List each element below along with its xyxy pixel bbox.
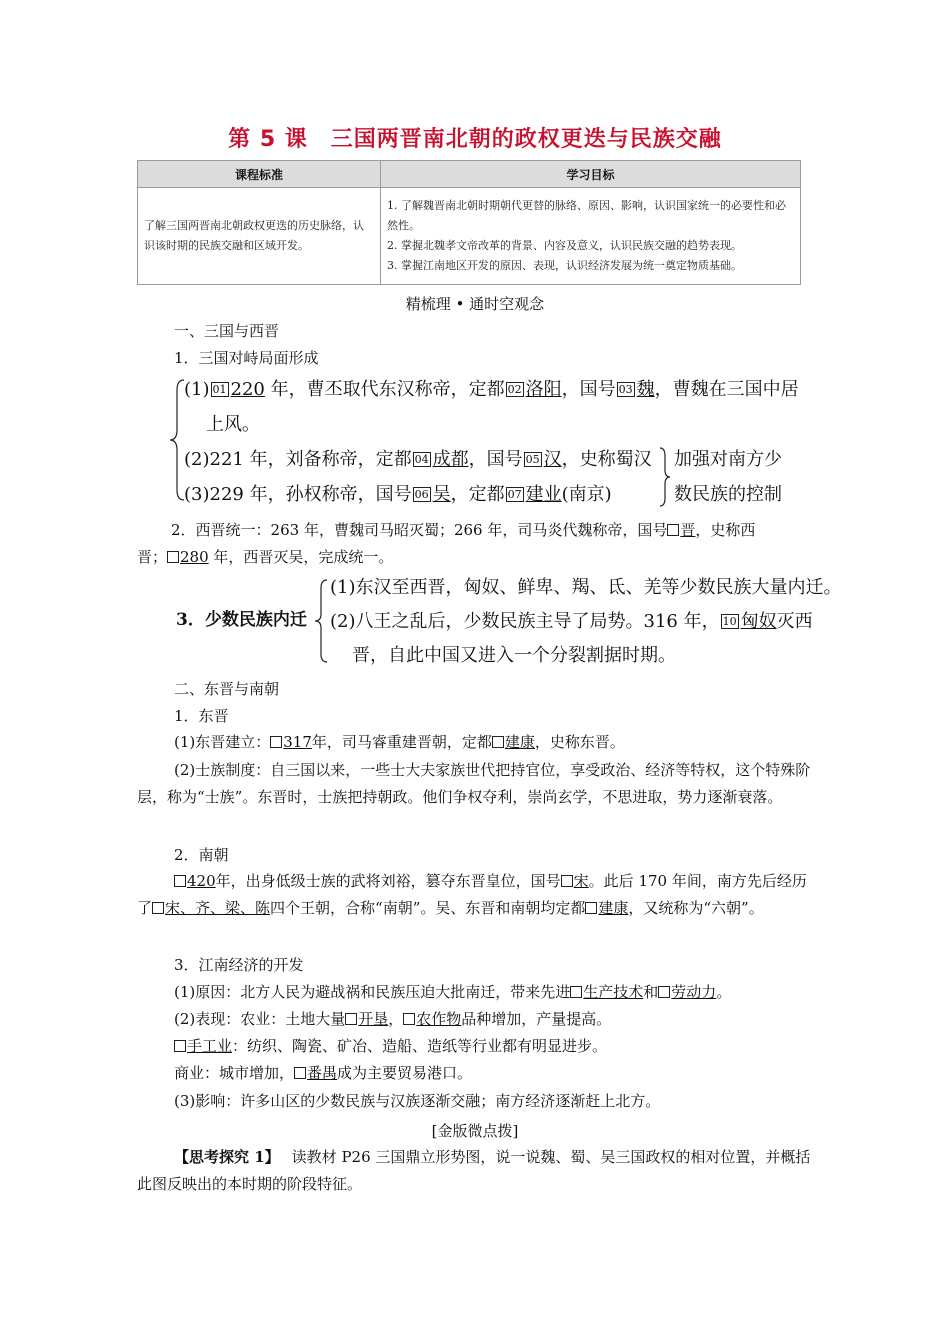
blank-number: 04	[414, 453, 429, 466]
part2-sub3: 3．江南经济的开发	[174, 956, 304, 974]
blank-number: 03	[618, 383, 633, 396]
economy-cause: (1)原因：北方人民为避战祸和民族压迫大批南迁，带来先进 生产技术和 劳动力。	[174, 983, 732, 1001]
migration-label: 3．少数民族内迁	[176, 610, 307, 630]
goal-item: 1. 了解魏晋南北朝时期朝代更替的脉络、原因、影响，认识国家统一的必要性和必然性。	[387, 199, 786, 232]
blank-box	[294, 1067, 306, 1079]
blank-number: 02	[507, 383, 522, 396]
blank-number: 05	[525, 453, 540, 466]
south-note-1: 加强对南方少	[674, 449, 782, 470]
section-header: 精梳理 • 通时空观念	[405, 295, 545, 313]
dongjin-founding: (1)东晋建立： 317年，司马睿重建晋朝，定都 建康，史称东晋。	[174, 733, 625, 751]
standard-cell: 了解三国两晋南北朝政权更迭的历史脉络，认识该时期的民族交融和区域开发。	[138, 188, 381, 285]
migration-line1: (1)东汉至西晋，匈奴、鲜卑、羯、氐、羌等少数民族大量内迁。	[330, 577, 842, 598]
part2-sub1: 1．东晋	[174, 707, 229, 725]
wu-line: (3)229 年，孙权称帝，国号 06 吴，定都 07 建业(南京)	[184, 484, 612, 505]
part1-sub1: 1．三国对峙局面形成	[174, 349, 319, 367]
brace-right	[658, 446, 672, 508]
goals-cell	[381, 188, 801, 285]
blank-box	[561, 875, 573, 887]
blank-number: 07	[507, 488, 522, 501]
nanchao-paragraph: 420年，出身低级士族的武将刘裕，篡夺东晋皇位，国号 宋。此后 170 年间，南方先后经历了 宋、齐、梁、陈四个王朝，合称“南朝”。吴、东晋和南朝均定都 建康，又统称为“六朝”。	[137, 872, 807, 917]
blank-box	[403, 1013, 415, 1025]
blank-box	[270, 736, 282, 748]
migration-line2: (2)八王之乱后，少数民族主导了局势。316 年， 10 匈奴灭西	[330, 611, 813, 632]
economy-handicraft: 手工业：纺织、陶瓷、矿冶、造船、造纸等行业都有明显进步。	[174, 1033, 607, 1060]
blank-box	[492, 736, 504, 748]
shizu-paragraph: (2)士族制度：自三国以来，一些士大夫家族世代把持官位，享受政治、经济等特权，这个特殊阶层，称为“士族”。东晋时，士族把持朝政。他们争权夺利，崇尚玄学，不思进取，势力逐渐衰落。	[137, 761, 811, 806]
migration-line3: 晋，自此中国又进入一个分裂割据时期。	[352, 645, 676, 666]
weidianbo-label: [金版微点拨]	[431, 1122, 519, 1140]
part2-sub2: 2．南朝	[174, 846, 229, 864]
blank-box	[174, 875, 186, 887]
part2-heading: 二、东晋与南朝	[174, 680, 280, 698]
blank-box	[585, 902, 597, 914]
economy-commerce: 商业：城市增加， 番禺成为主要贸易港口。	[174, 1064, 473, 1082]
blank-box	[570, 986, 582, 998]
economy-impact: (3)影响：许多山区的少数民族与汉族逐渐交融；南方经济逐渐赶上北方。	[174, 1092, 661, 1110]
wei-line: (1) 01 220 年，曹丕取代东汉称帝，定都 02 洛阳，国号 03 魏，曹魏在三国中居	[184, 379, 799, 400]
think-question: 【思考探究 1】 读教材 P26 三国鼎立形势图，说一说魏、蜀、吴三国政权的相对位置，并概括此图反映出的本时期的阶段特征。	[137, 1148, 811, 1193]
blank-box	[152, 902, 164, 914]
economy-agriculture: (2)表现：农业：土地大量 开垦， 农作物品种增加，产量提高。	[174, 1010, 612, 1028]
goal-item: 3. 掌握江南地区开发的原因、表现，认识经济发展为统一奠定物质基础。	[387, 259, 742, 272]
blank-number: 10	[722, 615, 737, 628]
brace-migration	[313, 578, 329, 664]
part1-heading: 一、三国与西晋	[174, 322, 280, 340]
lesson-title: 第 5 课 三国两晋南北朝的政权更迭与民族交融	[228, 127, 722, 152]
shu-line: (2)221 年，刘备称帝，定都 04 成都，国号 05 汉，史称蜀汉	[184, 449, 652, 470]
blank-box	[658, 986, 670, 998]
blank-box	[174, 1040, 186, 1052]
blank-number: 06	[414, 488, 429, 501]
blank-box	[667, 524, 679, 536]
wei-line-cont: 上风。	[206, 414, 260, 435]
header-goals: 学习目标	[381, 161, 801, 188]
south-note-2: 数民族的控制	[674, 484, 782, 505]
xijin-unify: 2．西晋统一：263 年，曹魏司马昭灭蜀；266 年，司马炎代魏称帝，国号 晋，史称西 晋； 280 年，西晋灭吴，完成统一。	[137, 521, 756, 566]
header-standard: 课程标准	[138, 161, 381, 188]
standards-table	[137, 160, 801, 285]
blank-box	[167, 551, 179, 563]
blank-box	[345, 1013, 357, 1025]
goal-item: 2. 掌握北魏孝文帝改革的背景、内容及意义，认识民族交融的趋势表现。	[387, 239, 742, 252]
blank-number: 01	[212, 383, 227, 396]
